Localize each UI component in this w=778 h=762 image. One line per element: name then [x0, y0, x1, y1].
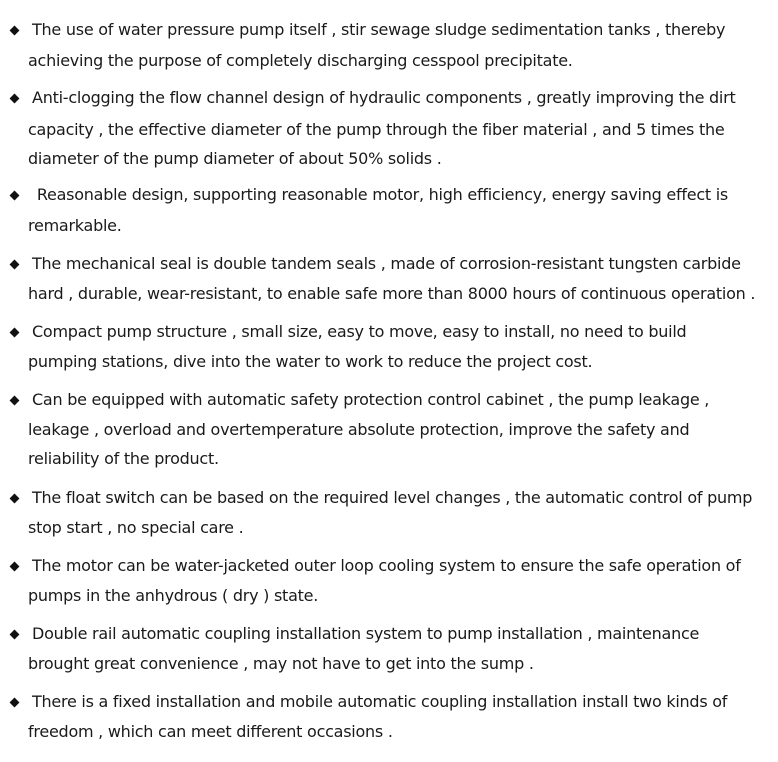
list-item-text: Reasonable design, supporting reasonable motor, high efficiency, energy saving effect is: [32, 185, 729, 204]
list-item-text: The mechanical seal is double tandem seals , made of corrosion-resistant tungsten carbide: [32, 254, 741, 273]
list-item-text: Can be equipped with automatic safety protection control cabinet , the pump leakage ,: [32, 390, 710, 409]
list-item-text: capacity , the effective diameter of the pump through the fiber material , and 5 times the: [28, 120, 725, 139]
list-item-text: The float switch can be based on the required level changes , the automatic control of pump: [32, 488, 753, 507]
list-item-text: Compact pump structure , small size, easy to move, easy to install, no need to build: [32, 322, 687, 341]
list-item-text: remarkable.: [28, 216, 122, 235]
list-item-text: stop start , no special care .: [28, 518, 244, 537]
list-item-text: pumping stations, dive into the water to work to reduce the project cost.: [28, 352, 593, 371]
diamond-bullet-icon: [10, 562, 20, 572]
list-item-text: reliability of the product.: [28, 449, 219, 468]
diamond-bullet-icon: [10, 94, 20, 104]
list-item-text: The motor can be water-jacketed outer loop cooling system to ensure the safe operation of: [32, 556, 741, 575]
list-item-text: diameter of the pump diameter of about 50% solids .: [28, 149, 442, 168]
list-item-text: The use of water pressure pump itself , stir sewage sludge sedimentation tanks , thereby: [32, 20, 726, 39]
list-item-text: Anti-clogging the flow channel design of hydraulic components , greatly improving the dirt: [32, 88, 736, 107]
diamond-bullet-icon: [10, 191, 20, 201]
diamond-bullet-icon: [10, 698, 20, 708]
diamond-bullet-icon: [10, 494, 20, 504]
list-item-text: leakage , overload and overtemperature absolute protection, improve the safety and: [28, 420, 690, 439]
diamond-bullet-icon: [10, 328, 20, 338]
list-item-text: achieving the purpose of completely discharging cesspool precipitate.: [28, 51, 573, 70]
diamond-bullet-icon: [10, 630, 20, 640]
list-item-text: Double rail automatic coupling installation system to pump installation , maintenance: [32, 624, 700, 643]
list-item-text: freedom , which can meet different occasions .: [28, 722, 393, 741]
diamond-bullet-icon: [10, 26, 20, 36]
list-item-text: hard , durable, wear-resistant, to enable safe more than 8000 hours of continuous operation .: [28, 284, 756, 303]
list-item-text: pumps in the anhydrous ( dry ) state.: [28, 586, 319, 605]
diamond-bullet-icon: [10, 260, 20, 270]
list-item-text: There is a fixed installation and mobile automatic coupling installation install two kinds of: [32, 692, 728, 711]
list-item-text: brought great convenience , may not have to get into the sump .: [28, 654, 534, 673]
diamond-bullet-icon: [10, 396, 20, 406]
